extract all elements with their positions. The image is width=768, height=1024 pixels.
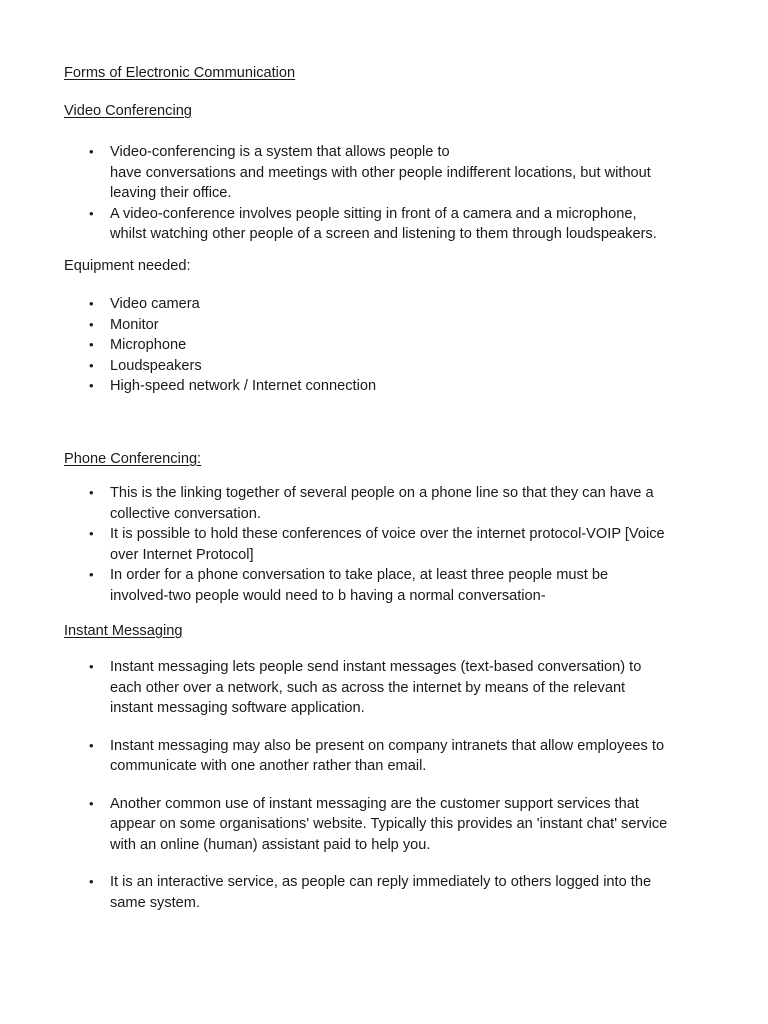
- list-item: [89, 483, 730, 524]
- list-item: [89, 315, 730, 336]
- bullet-icon: •: [89, 874, 94, 889]
- list-item-text: Loudspeakers: [110, 357, 202, 374]
- list-item-text: In order for a phone conversation to take place, at least three people must be involved-two people would need to b having a normal conversation-: [110, 567, 609, 604]
- document-title: Forms of Electronic Communication: [64, 65, 296, 81]
- list-item-text: It is possible to hold these conferences of voice over the internet protocol-VOIP [Voice over Internet Protocol]: [110, 526, 665, 563]
- list-item: [89, 565, 730, 606]
- list-item-text: Microphone: [110, 337, 187, 353]
- list-item: [89, 872, 730, 913]
- video-bullet-list: [89, 142, 730, 245]
- section-heading-im: Instant Messaging: [64, 623, 183, 639]
- list-item-text: Another common use of instant messaging are the customer support services that appear on some organisations' website. Typically this provides an 'instant chat' service with an online (human) assistant paid to help you.: [110, 795, 668, 853]
- list-item-text: High-speed network / Internet connection: [110, 378, 377, 394]
- list-item: [89, 794, 730, 856]
- list-item: [89, 524, 730, 565]
- list-item-text: This is the linking together of several people on a phone line so that they can have a collective conversation.: [110, 485, 654, 522]
- bullet-icon: •: [89, 296, 94, 311]
- equipment-label: Equipment needed:: [64, 258, 191, 274]
- list-item-text: Video-conferencing is a system that allows people to have conversations and meetings with other people indifferent locations, but without leaving their office.: [110, 144, 651, 201]
- list-item: [89, 657, 730, 719]
- list-item: [89, 204, 730, 245]
- list-item: [89, 376, 730, 397]
- bullet-icon: •: [89, 659, 94, 674]
- list-item-text: Instant messaging may also be present on company intranets that allow employees to communicate with one another rather than email.: [110, 737, 665, 774]
- bullet-icon: •: [89, 337, 94, 352]
- bullet-icon: •: [89, 526, 94, 541]
- bullet-icon: •: [89, 795, 94, 811]
- list-item-text: Video camera: [110, 296, 200, 312]
- list-item-text: Instant messaging lets people send instant messages (text-based conversation) to each other over a network, such as across the internet by means of the relevant instant messaging software application.: [110, 659, 642, 716]
- list-item: [89, 335, 730, 356]
- list-item: [89, 356, 730, 377]
- equipment-list: [89, 294, 730, 397]
- bullet-icon: •: [89, 316, 94, 332]
- bullet-icon: •: [89, 378, 94, 393]
- list-item: [89, 736, 730, 777]
- bullet-icon: •: [89, 567, 94, 582]
- bullet-icon: •: [89, 144, 94, 159]
- im-bullet-list: [89, 657, 730, 930]
- bullet-icon: •: [89, 485, 94, 500]
- section-heading-phone: Phone Conferencing:: [64, 451, 202, 467]
- list-item-text: Monitor: [110, 316, 159, 333]
- list-item: [89, 142, 730, 204]
- bullet-icon: •: [89, 737, 94, 753]
- list-item-text: A video-conference involves people sitting in front of a camera and a microphone, whilst watching other people of a screen and listening to them through loudspeakers.: [110, 205, 657, 242]
- phone-bullet-list: [89, 483, 730, 606]
- bullet-icon: •: [89, 205, 94, 221]
- bullet-icon: •: [89, 357, 94, 373]
- list-item: [89, 294, 730, 315]
- section-heading-video: Video Conferencing: [64, 103, 192, 119]
- list-item-text: It is an interactive service, as people can reply immediately to others logged into the same system.: [110, 874, 652, 911]
